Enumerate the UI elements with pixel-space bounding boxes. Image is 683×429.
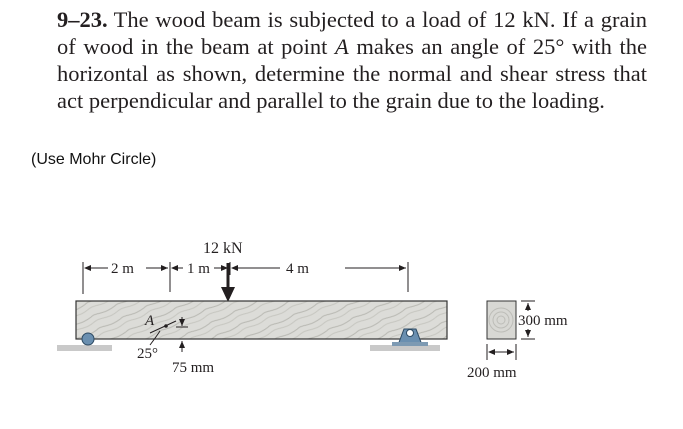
load-arrow	[221, 263, 235, 302]
problem-text-2: makes an angle of 25° with the horizontal as shown, determine the normal and shear stress that act perpendicular and parallel to the grain due to the loading.	[57, 34, 647, 113]
dimension-right-label: 4 m	[286, 261, 309, 277]
mohr-circle-note: (Use Mohr Circle)	[31, 151, 157, 168]
dimension-left-label: 2 m	[111, 261, 134, 277]
depth-label: 75 mm	[172, 360, 215, 376]
cross-section	[487, 301, 535, 360]
beam-grain	[76, 301, 447, 339]
problem-text-1: The wood beam is subjected to a load of 12 kN. If a grain of wood in the beam at point	[57, 7, 647, 59]
roller-support-icon	[82, 333, 94, 345]
point-a-label: A	[145, 313, 155, 329]
problem-point-label: A	[335, 34, 349, 59]
left-ground	[57, 345, 112, 351]
height-label: 300 mm	[518, 313, 568, 329]
dimension-mid-label: 1 m	[187, 261, 210, 277]
angle-label: 25°	[137, 346, 158, 362]
load-label: 12 kN	[203, 240, 243, 257]
width-label: 200 mm	[467, 365, 517, 381]
problem-number: 9–23.	[57, 7, 108, 32]
